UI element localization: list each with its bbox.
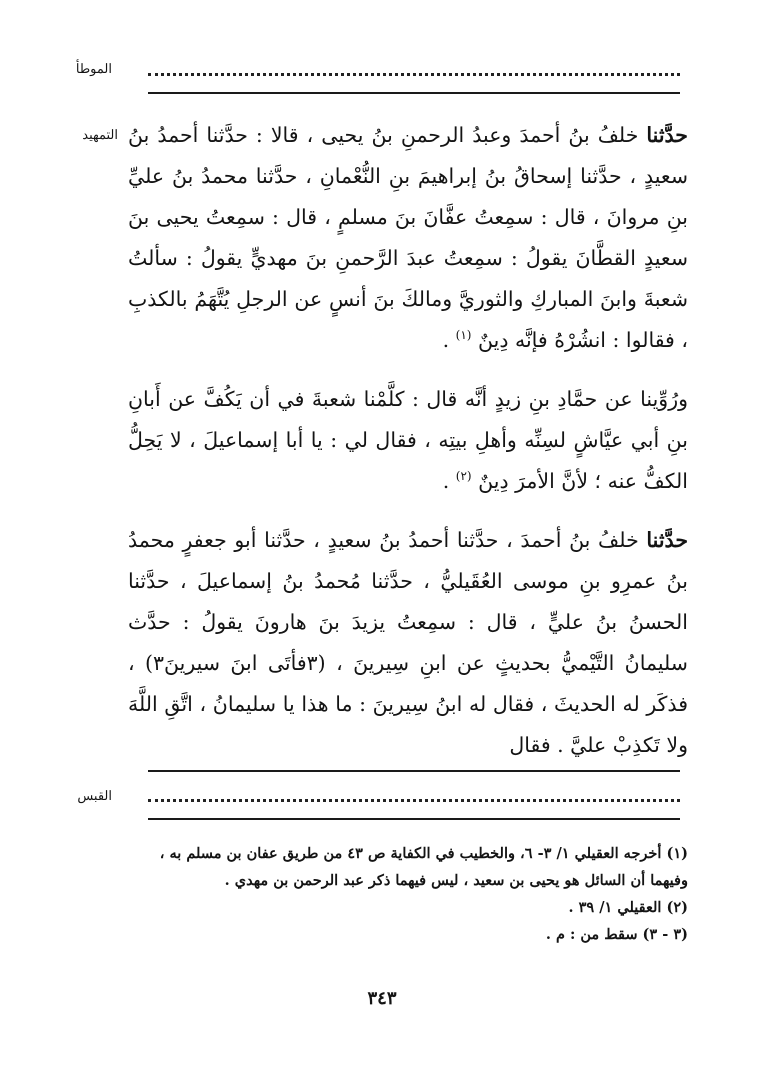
paragraph-lead: حدَّثنا: [646, 123, 688, 147]
header-dotted-line: [148, 73, 680, 76]
footnote: (٣ - ٣) سقط من : م .: [545, 926, 688, 943]
footnote: (١) أخرجه العقيلي ١/ ٣- ٦، والخطيب في الكفاية ص ٤٣ من طريق عفان بن مسلم به ، وفيهما أن السائل هو يحيى بن سعيد ، ليس فيهما ذكر عبد الرحمن بن مهدي .: [159, 845, 688, 889]
paragraph-text: خلفُ بنُ أحمدَ ، حدَّثنا أحمدُ بنُ سعيدٍ ، حدَّثنا أبو جعفرٍ محمدُ بنُ عمرِو بنِ موسى العُقَيليُّ ، حدَّثنا مُحمدُ بنُ إسماعيلَ ، حدَّثنا الحسنُ بنُ عليٍّ ، قال : سمِعتُ يزيدَ بنَ هارونَ يقولُ : حدَّث سليمانُ التَّيْميُّ بحديثٍ عن ابنِ سِيرينَ ، (٣فأتَى ابنَ سيرينَ٣) ، فذكَر له الحديثَ ، فقال له ابنُ سِيرينَ : ما هذا يا سليمانُ ، اتَّقِ اللَّهَ ولا تَكذِبْ عليَّ . فقال: [128, 528, 688, 757]
paragraph-tail: .: [442, 328, 450, 352]
footnote-separator: [148, 818, 680, 820]
paragraph-text: خلفُ بنُ أحمدَ وعبدُ الرحمنِ بنُ يحيى ، قالا : حدَّثنا أحمدُ بنُ سعيدٍ ، حدَّثنا إسحاقُ بنُ إبراهيمَ بنِ النُّعْمانِ ، حدَّثنا محمدُ بنُ عليِّ بنِ مروانَ ، قال : سمِعتُ عفَّانَ بنَ مسلمٍ ، قال : سمِعتُ يحيى بنَ سعيدٍ القطَّانَ يقولُ : سمِعتُ عبدَ الرَّحمنِ بنَ مهديٍّ يقولُ : سألتُ شعبةَ وابنَ المباركِ والثوريَّ ومالكَ بنَ أنسٍ عن الرجلِ يُتَّهَمُ بالكذبِ ، فقالوا : انشُرْهُ فإنَّه دِينٌ: [128, 123, 688, 352]
footnote: (٢) العقيلي ١/ ٣٩ .: [568, 899, 688, 916]
footnote-reference: (٢): [455, 469, 472, 484]
paragraph: [128, 379, 688, 502]
main-text: [128, 115, 688, 766]
header-rule: [148, 92, 680, 94]
paragraph-text: ورُوِّينا عن حمَّادِ بنِ زيدٍ أنَّه قال : كلَّمْنا شعبةَ في أن يَكُفَّ عن أَبانِ بنِ أبي عيَّاشٍ لسِنِّه وأهلِ بيتِه ، فقال لي : يا أبا إسماعيلَ ، لا يَحِلُّ الكفُّ عنه ؛ لأنَّ الأمرَ دِينٌ: [128, 387, 688, 493]
section-label-qabas: القبس: [77, 789, 112, 804]
running-title: الموطأ: [75, 62, 112, 77]
section-label-tamhid: التمهيد: [82, 128, 118, 143]
paragraph-lead: حدَّثنا: [646, 528, 688, 552]
page-number: ٣٤٣: [367, 988, 397, 1009]
footnote-reference: (١): [455, 328, 472, 343]
lower-dotted-line: [148, 799, 680, 802]
footnotes: [128, 840, 688, 948]
paragraph: [128, 115, 688, 361]
paragraph: [128, 520, 688, 766]
paragraph-tail: .: [442, 469, 450, 493]
lower-section-rule: [148, 770, 680, 772]
